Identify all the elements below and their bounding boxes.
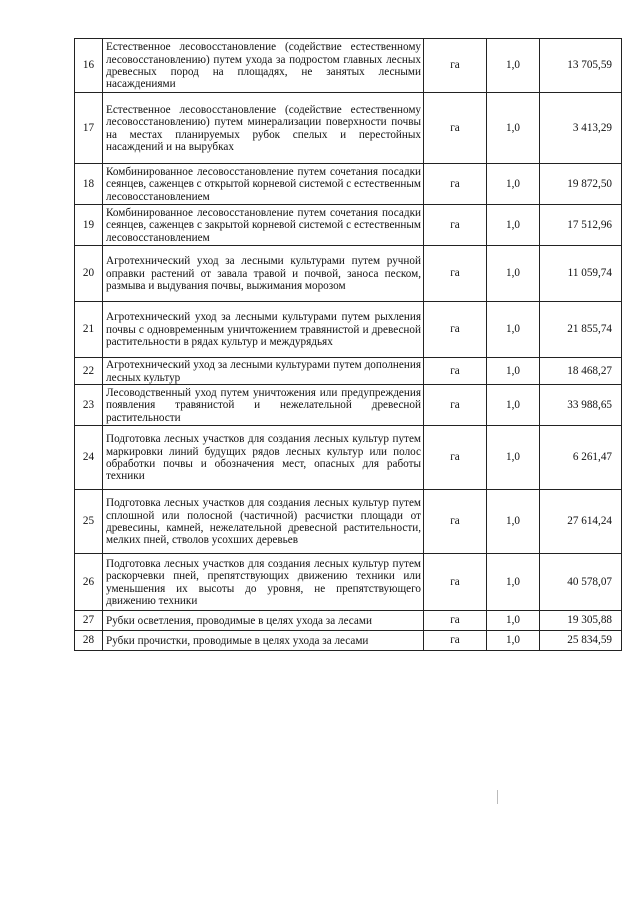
price-cell: 19 305,88 bbox=[540, 611, 622, 631]
rates-table bbox=[74, 38, 622, 651]
row-number: 20 bbox=[75, 246, 103, 302]
unit-cell: га bbox=[424, 631, 487, 651]
unit-cell: га bbox=[424, 246, 487, 302]
price-cell: 27 614,24 bbox=[540, 490, 622, 554]
price-cell: 18 468,27 bbox=[540, 358, 622, 385]
unit-cell: га bbox=[424, 611, 487, 631]
unit-cell: га bbox=[424, 426, 487, 490]
table-row bbox=[75, 426, 622, 490]
work-type-name: Подготовка лесных участков для создания лесных культур путем маркировки линий будущих рядов лесных культур или полос обработки почвы и обозначения мест, опасных для работы техники bbox=[103, 426, 424, 490]
row-number: 21 bbox=[75, 302, 103, 358]
quantity-cell: 1,0 bbox=[487, 205, 540, 246]
work-type-name: Естественное лесовосстановление (содействие естественному лесовосстановлению) путем ухода за подростом главных лесных древесных пород на площадях, не занятых лесными насаждениями bbox=[103, 39, 424, 93]
quantity-cell: 1,0 bbox=[487, 611, 540, 631]
table-row bbox=[75, 93, 622, 164]
price-cell: 3 413,29 bbox=[540, 93, 622, 164]
price-cell: 40 578,07 bbox=[540, 554, 622, 611]
unit-cell: га bbox=[424, 490, 487, 554]
price-cell: 6 261,47 bbox=[540, 426, 622, 490]
unit-cell: га bbox=[424, 205, 487, 246]
table-row bbox=[75, 631, 622, 651]
price-cell: 21 855,74 bbox=[540, 302, 622, 358]
table-row bbox=[75, 490, 622, 554]
row-number: 23 bbox=[75, 385, 103, 426]
unit-cell: га bbox=[424, 302, 487, 358]
table-row bbox=[75, 611, 622, 631]
work-type-name: Агротехнический уход за лесными культурами путем рыхления почвы с одновременным уничтожением травянистой и древесной растительности в рядах культур и междурядьях bbox=[103, 302, 424, 358]
quantity-cell: 1,0 bbox=[487, 554, 540, 611]
unit-cell: га bbox=[424, 554, 487, 611]
table-row bbox=[75, 39, 622, 93]
scan-mark bbox=[497, 790, 498, 804]
row-number: 19 bbox=[75, 205, 103, 246]
row-number: 28 bbox=[75, 631, 103, 651]
work-type-name: Рубки прочистки, проводимые в целях ухода за лесами bbox=[103, 631, 424, 651]
work-type-name: Агротехнический уход за лесными культурами путем ручной оправки растений от завала травой и почвой, заноса песком, размыва и выдувания почвы, выжимания морозом bbox=[103, 246, 424, 302]
quantity-cell: 1,0 bbox=[487, 358, 540, 385]
work-type-name: Агротехнический уход за лесными культурами путем дополнения лесных культур bbox=[103, 358, 424, 385]
work-type-name: Подготовка лесных участков для создания лесных культур путем раскорчевки пней, препятствующих движению техники или уменьшения их высоты до уровня, не препятствующего движению техники bbox=[103, 554, 424, 611]
table-row bbox=[75, 164, 622, 205]
work-type-name: Комбинированное лесовосстановление путем сочетания посадки сеянцев, саженцев с закрытой корневой системой с естественным лесовосстановлением bbox=[103, 205, 424, 246]
quantity-cell: 1,0 bbox=[487, 302, 540, 358]
price-cell: 17 512,96 bbox=[540, 205, 622, 246]
table-row bbox=[75, 205, 622, 246]
unit-cell: га bbox=[424, 164, 487, 205]
table-row bbox=[75, 358, 622, 385]
quantity-cell: 1,0 bbox=[487, 164, 540, 205]
work-type-name: Комбинированное лесовосстановление путем сочетания посадки сеянцев, саженцев с открытой корневой системой с естественным лесовосстановлением bbox=[103, 164, 424, 205]
row-number: 16 bbox=[75, 39, 103, 93]
unit-cell: га bbox=[424, 39, 487, 93]
quantity-cell: 1,0 bbox=[487, 93, 540, 164]
rates-table-body bbox=[75, 39, 622, 651]
price-cell: 13 705,59 bbox=[540, 39, 622, 93]
unit-cell: га bbox=[424, 385, 487, 426]
row-number: 26 bbox=[75, 554, 103, 611]
table-row bbox=[75, 302, 622, 358]
work-type-name: Рубки осветления, проводимые в целях ухода за лесами bbox=[103, 611, 424, 631]
work-type-name: Естественное лесовосстановление (содействие естественному лесовосстановлению) путем минерализации поверхности почвы на местах планируемых рубок спелых и перестойных насаждений и на вырубках bbox=[103, 93, 424, 164]
work-type-name: Лесоводственный уход путем уничтожения или предупреждения появления травянистой и нежелательной древесной растительности bbox=[103, 385, 424, 426]
work-type-name: Подготовка лесных участков для создания лесных культур путем сплошной или полосной (частичной) расчистки площади от древесины, камней, нежелательной древесной растительности, мелких пней, стволов усохших деревьев bbox=[103, 490, 424, 554]
price-cell: 25 834,59 bbox=[540, 631, 622, 651]
quantity-cell: 1,0 bbox=[487, 39, 540, 93]
row-number: 27 bbox=[75, 611, 103, 631]
price-cell: 19 872,50 bbox=[540, 164, 622, 205]
quantity-cell: 1,0 bbox=[487, 426, 540, 490]
quantity-cell: 1,0 bbox=[487, 490, 540, 554]
price-cell: 11 059,74 bbox=[540, 246, 622, 302]
price-cell: 33 988,65 bbox=[540, 385, 622, 426]
quantity-cell: 1,0 bbox=[487, 631, 540, 651]
table-row bbox=[75, 554, 622, 611]
row-number: 17 bbox=[75, 93, 103, 164]
unit-cell: га bbox=[424, 93, 487, 164]
table-row bbox=[75, 246, 622, 302]
quantity-cell: 1,0 bbox=[487, 246, 540, 302]
unit-cell: га bbox=[424, 358, 487, 385]
table-row bbox=[75, 385, 622, 426]
row-number: 25 bbox=[75, 490, 103, 554]
row-number: 18 bbox=[75, 164, 103, 205]
quantity-cell: 1,0 bbox=[487, 385, 540, 426]
row-number: 24 bbox=[75, 426, 103, 490]
row-number: 22 bbox=[75, 358, 103, 385]
